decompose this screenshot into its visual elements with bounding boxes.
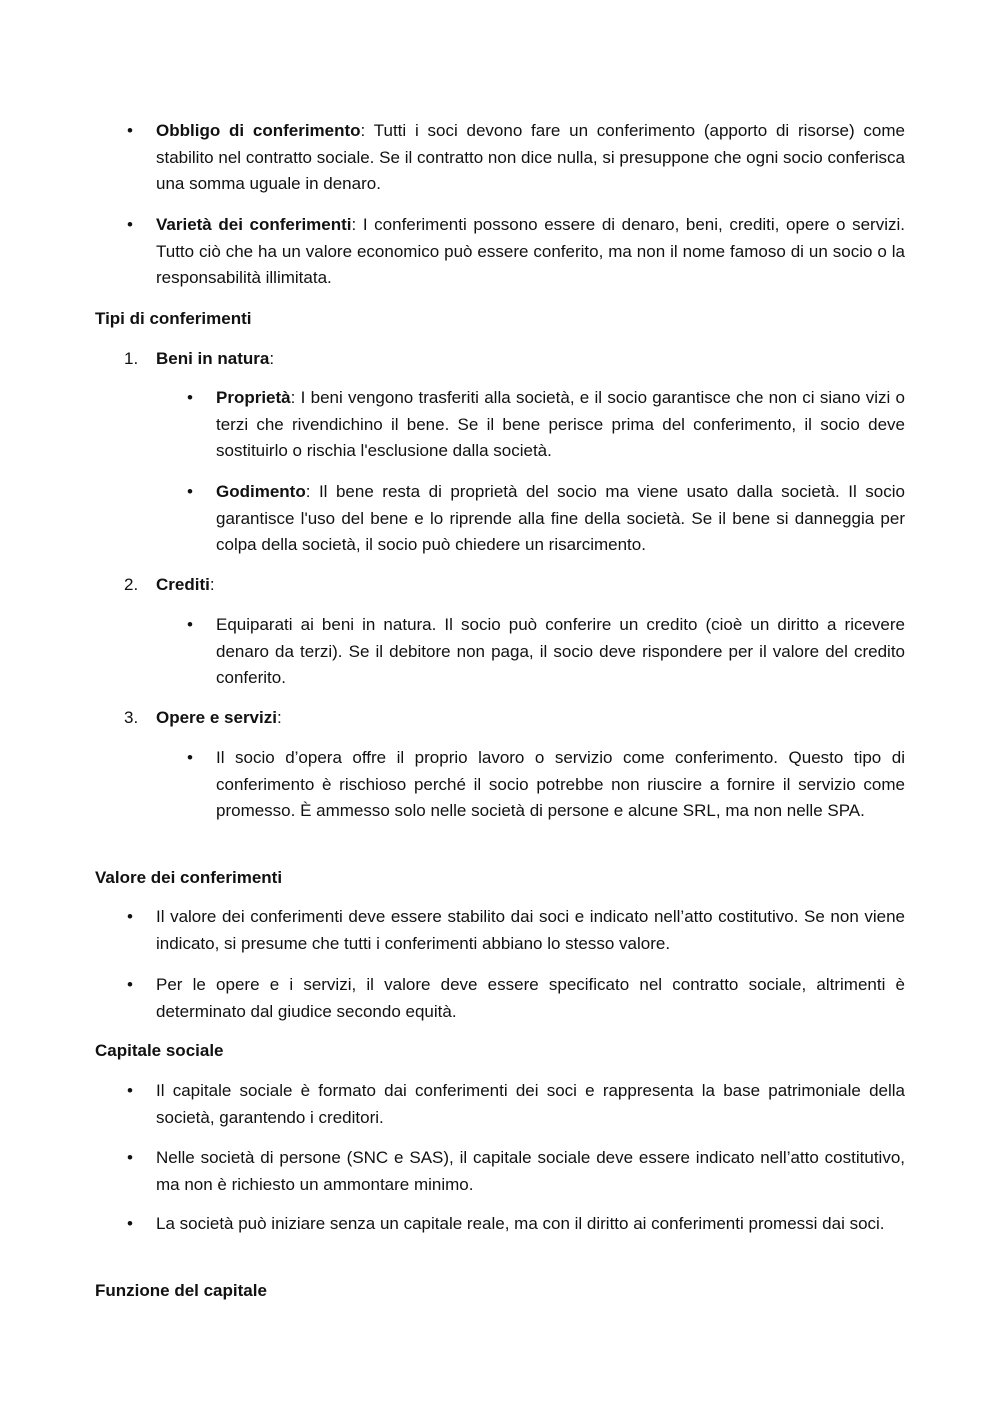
- bullet-icon: •: [127, 121, 133, 140]
- item-bold-label: Varietà dei conferimenti: [156, 215, 352, 234]
- bullet-icon: •: [127, 215, 133, 234]
- item-text: Equiparati ai beni in natura. Il socio può conferire un credito (cioè un diritto a ricevere denaro da terzi). Se il debitore non paga, il socio deve rispondere per il valore del credito conferito.: [216, 615, 905, 687]
- item-suffix: :: [269, 349, 275, 368]
- heading-funzione: Funzione del capitale: [95, 1281, 267, 1300]
- bullet-icon: •: [127, 1081, 133, 1100]
- item-text: : I beni vengono trasferiti alla società, e il socio garantisce che non ci siano vizi o terzi che rivendichino il bene. Se il bene perisce prima del conferimento, il socio deve sostituirlo o rischia l'esclusione dalla società.: [216, 388, 905, 460]
- item-bold-label: Beni in natura: [156, 349, 270, 368]
- numbered-item-opere: [95, 705, 905, 732]
- bullet-icon: •: [187, 388, 193, 407]
- item-text: Il socio d’opera offre il proprio lavoro o servizio come conferimento. Questo tipo di conferimento è rischioso perché il socio potrebbe non riuscire a fornire il servizio come promesso. È ammesso solo nelle società di persone e alcune SRL, ma non nelle SPA.: [216, 748, 905, 820]
- opere-detail-item: [95, 745, 905, 825]
- item-text: Per le opere e i servizi, il valore deve essere specificato nel contratto sociale, altrimenti è determinato dal giudice secondo equità.: [156, 975, 905, 1021]
- obbligo-item: [95, 118, 905, 198]
- item-bold-label: Godimento: [216, 482, 306, 501]
- heading-valore: Valore dei conferimenti: [95, 868, 283, 887]
- item-suffix: :: [209, 575, 215, 594]
- item-bold-label: Crediti: [156, 575, 210, 594]
- item-number: 1.: [124, 349, 139, 368]
- capitale-item-3: [95, 1211, 905, 1238]
- item-text: Nelle società di persone (SNC e SAS), il capitale sociale deve essere indicato nell’atto costitutivo, ma non è richiesto un ammontare minimo.: [156, 1148, 905, 1194]
- valore-item-2: [95, 972, 905, 1025]
- item-text: : I conferimenti possono essere di denaro, beni, crediti, opere o servizi. Tutto ciò che ha un valore economico può essere conferito, ma non il nome famoso di un socio o la responsabilità illimitata.: [156, 215, 905, 287]
- heading-tipi: Tipi di conferimenti: [95, 309, 252, 328]
- item-bold-label: Obbligo di conferimento: [156, 121, 361, 140]
- bullet-icon: •: [127, 907, 133, 926]
- bullet-icon: •: [187, 748, 193, 767]
- bullet-icon: •: [127, 1214, 133, 1233]
- valore-item-1: [95, 904, 905, 957]
- heading-capitale: Capitale sociale: [95, 1041, 224, 1060]
- item-text: La società può iniziare senza un capitale reale, ma con il diritto ai conferimenti promessi dai soci.: [156, 1214, 885, 1233]
- numbered-item-crediti: [95, 572, 905, 599]
- capitale-item-2: [95, 1145, 905, 1198]
- capitale-item-1: [95, 1078, 905, 1131]
- bullet-icon: •: [127, 1148, 133, 1167]
- bullet-icon: •: [187, 615, 193, 634]
- crediti-detail-item: [95, 612, 905, 692]
- item-bold-label: Opere e servizi: [156, 708, 277, 727]
- bullet-icon: •: [187, 482, 193, 501]
- item-text: : Tutti i soci devono fare un conferimento (apporto di risorse) come stabilito nel contratto sociale. Se il contratto non dice nulla, si presuppone che ogni socio conferisca una somma uguale in denaro.: [156, 121, 905, 193]
- item-number: 3.: [124, 708, 139, 727]
- numbered-item-beni: [95, 346, 905, 373]
- godimento-item: [95, 479, 905, 559]
- item-suffix: :: [276, 708, 282, 727]
- item-text: Il valore dei conferimenti deve essere stabilito dai soci e indicato nell’atto costitutivo. Se non viene indicato, si presume che tutti i conferimenti abbiano lo stesso valore.: [156, 907, 905, 953]
- proprieta-item: [95, 385, 905, 465]
- item-number: 2.: [124, 575, 139, 594]
- varieta-item: [95, 212, 905, 292]
- item-text: : Il bene resta di proprietà del socio ma viene usato dalla società. Il socio garantisce l'uso del bene e lo riprende alla fine della società. Se il bene si danneggia per colpa della società, il socio può chiedere un risarcimento.: [216, 482, 905, 554]
- item-bold-label: Proprietà: [216, 388, 291, 407]
- bullet-icon: •: [127, 975, 133, 994]
- item-text: Il capitale sociale è formato dai conferimenti dei soci e rappresenta la base patrimoniale della società, garantendo i creditori.: [156, 1081, 905, 1127]
